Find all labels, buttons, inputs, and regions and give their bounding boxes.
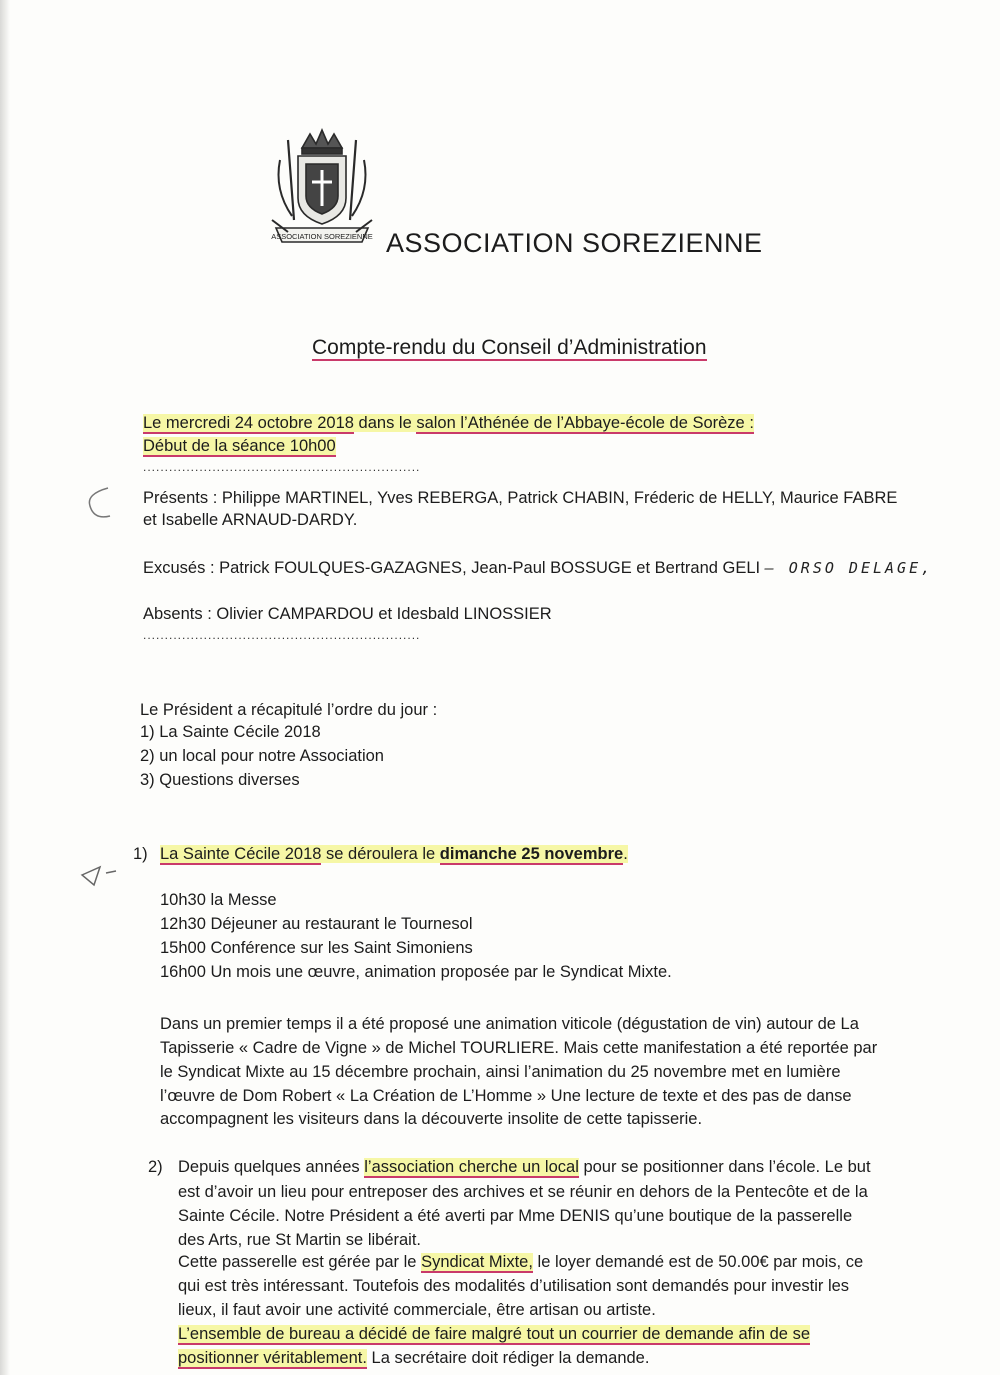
section2-line-7: lieux, il faut avoir une activité commerciale, être artisan ou artiste.: [178, 1301, 656, 1319]
section1-heading: [160, 842, 628, 866]
agenda-item: 2) un local pour notre Association: [140, 747, 384, 765]
section1-lead: La Sainte Cécile 2018: [160, 845, 322, 863]
agenda-intro: Le Président a récapitulé l’ordre du jour :: [140, 701, 438, 719]
meeting-place: salon l’Athénée de l’Abbaye-école de Sorèze :: [416, 414, 754, 432]
section2-line-9: [178, 1346, 649, 1370]
section1-paragraph-line: Tapisserie « Cadre de Vigne » de Michel TOURLIERE. Mais cette manifestation a été reportée par: [160, 1039, 878, 1057]
section2-l1-highlight: l’association cherche un local: [364, 1158, 579, 1176]
meeting-date-line: [143, 411, 754, 435]
margin-pen-mark: [80, 480, 120, 530]
section2-l5-highlight: Syndicat Mixte,: [421, 1253, 533, 1271]
scan-edge: [0, 0, 10, 1375]
association-title: ASSOCIATION SOREZIENNE: [386, 228, 763, 258]
separator-dots-2: ................................................................: [143, 628, 421, 642]
meeting-date-connector: dans le: [353, 414, 417, 432]
logo-ribbon-text: ASSOCIATION SOREZIENNE: [271, 232, 373, 241]
present-line-1: Présents : Philippe MARTINEL, Yves REBERGA, Patrick CHABIN, Fréderic de HELLY, Maurice FABRE: [143, 489, 898, 507]
meeting-date: Le mercredi 24 octobre 2018: [143, 414, 354, 432]
section1-paragraph-line: l’œuvre de Dom Robert « La Création de L’Homme » Une lecture de texte et des pas de danse: [160, 1087, 852, 1105]
document-subtitle: [312, 336, 707, 360]
excused-text: Excusés : Patrick FOULQUES-GAZAGNES, Jean-Paul BOSSUGE et Bertrand GELI: [143, 559, 761, 577]
section2-line-6: qui est très intéressant. Toutefois des modalités d’utilisation sont demandés pour investir les: [178, 1277, 850, 1295]
section1-end: .: [623, 845, 628, 863]
agenda-item: 1) La Sainte Cécile 2018: [140, 723, 321, 741]
subtitle-text: Compte-rendu du Conseil d’Administration: [312, 336, 707, 359]
section1-number: 1): [133, 845, 148, 863]
present-line-2: et Isabelle ARNAUD-DARDY.: [143, 511, 358, 529]
section2-l5-pre: Cette passerelle est gérée par le: [178, 1253, 422, 1271]
section2-line-3: Sainte Cécile. Notre Président a été averti par Mme DENIS qu’une boutique de la passerelle: [178, 1207, 853, 1225]
meeting-start-line: [143, 434, 336, 458]
section2-l9-post: La secrétaire doit rédiger la demande.: [366, 1349, 650, 1367]
section2-l1-pre: Depuis quelques années: [178, 1158, 365, 1176]
coat-of-arms-logo: [258, 120, 386, 260]
section1-paragraph-line: accompagnent les visiteurs dans la découverte insolite de cette tapisserie.: [160, 1110, 703, 1128]
section2-line-2: est d’avoir un lieu pour entreposer des archives et se réunir en dehors de la Pentecôte et de la: [178, 1183, 868, 1201]
section1-mid: se déroulera le: [321, 845, 440, 863]
section1-paragraph-line: Dans un premier temps il a été proposé une animation viticole (dégustation de vin) autour de La: [160, 1015, 859, 1033]
schedule-item: 16h00 Un mois une œuvre, animation proposée par le Syndicat Mixte.: [160, 963, 672, 981]
section2-number: 2): [148, 1158, 163, 1176]
section2-line-8: [178, 1322, 810, 1346]
schedule-item: 15h00 Conférence sur les Saint Simoniens: [160, 939, 473, 957]
section2-line-5: [178, 1250, 863, 1274]
section2-l1-post: pour se positionner dans l’école. Le but: [578, 1158, 871, 1176]
agenda-item: 3) Questions diverses: [140, 771, 300, 789]
meeting-start: Début de la séance 10h00: [143, 437, 336, 455]
schedule-item: 10h30 la Messe: [160, 891, 277, 909]
section2-l5-post: le loyer demandé est de 50.00€ par mois, ce: [532, 1253, 864, 1271]
section1-paragraph-line: le Syndicat Mixte au 15 décembre prochain, ainsi l’animation du 25 novembre met en lumière: [160, 1063, 841, 1081]
absent-line: Absents : Olivier CAMPARDOU et Idesbald LINOSSIER: [143, 605, 552, 623]
schedule-item: 12h30 Déjeuner au restaurant le Tournesol: [160, 915, 473, 933]
excused-handwritten-note: — ORSO DELAGE,: [764, 559, 934, 577]
excused-line: [143, 556, 933, 580]
section2-line-1: [178, 1155, 871, 1179]
separator-dots-1: ................................................................: [143, 460, 421, 474]
section2-l8-highlight: L’ensemble de bureau a décidé de faire malgré tout un courrier de demande afin de se: [178, 1325, 810, 1343]
section1-date: dimanche 25 novembre: [439, 845, 624, 863]
section2-line-4: des Arts, rue St Martin se libérait.: [178, 1231, 422, 1249]
section2-l9-highlight: positionner véritablement.: [178, 1349, 367, 1367]
margin-pen-mark: [72, 855, 122, 895]
